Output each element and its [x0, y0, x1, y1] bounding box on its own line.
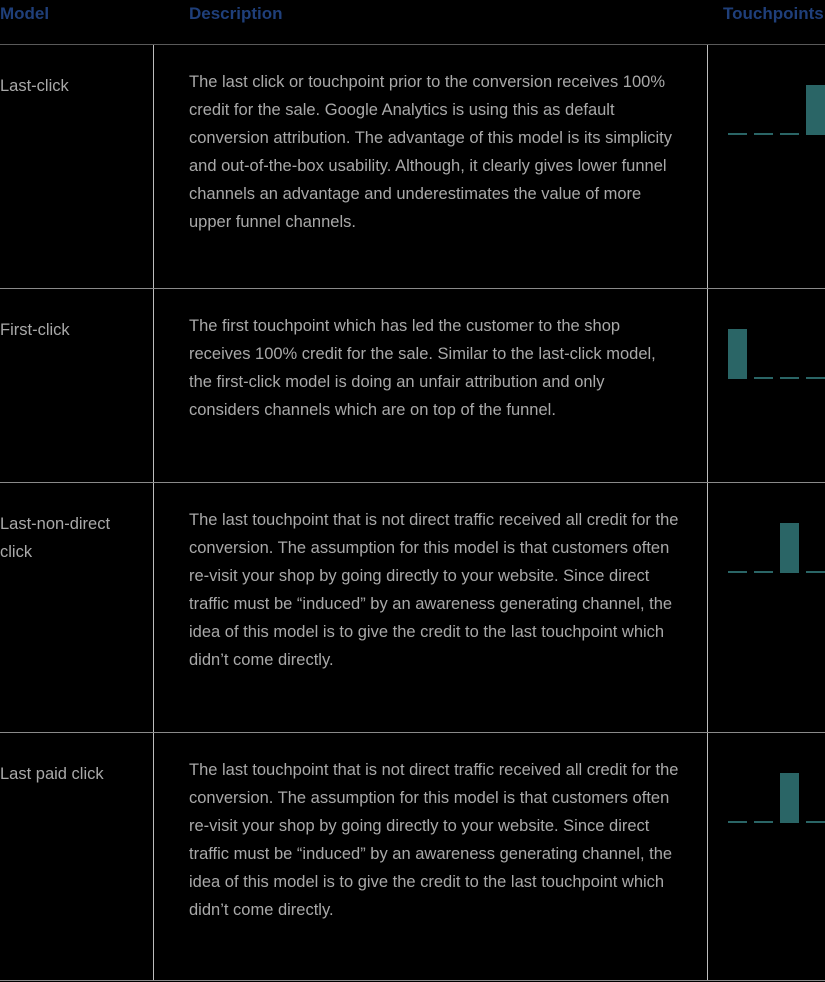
model-name: Last-non-direct click: [0, 515, 111, 561]
touchpoint-bar-fill: [728, 329, 747, 379]
column-divider: [707, 733, 708, 980]
model-name: Last-click: [0, 77, 69, 95]
touchpoint-bar-fill: [780, 523, 799, 573]
touchpoint-bar: [806, 329, 825, 379]
touchpoint-bar-baseline: [780, 133, 799, 135]
touchpoint-bar: [806, 773, 825, 823]
touchpoint-bar: [728, 523, 747, 573]
touchpoint-bar: [754, 523, 773, 573]
touchpoint-bar-baseline: [806, 377, 825, 379]
touchpoint-bar: [728, 773, 747, 823]
column-divider: [707, 483, 708, 732]
touchpoint-bar-baseline: [728, 821, 747, 823]
column-divider: [707, 289, 708, 482]
touchpoint-bar-baseline: [754, 571, 773, 573]
touchpoint-bar-baseline: [728, 571, 747, 573]
touchpoint-bar-fill: [806, 85, 825, 135]
touchpoint-chart: [728, 329, 825, 379]
model-description: The last touchpoint that is not direct traffic received all credit for the conversion. The assumption for this model is that customers often re-visit your shop by going directly to your website. Since direct traffic must be “induced” by an awareness generating channel, the idea of this model is to give the credit to the last touchpoint which didn’t come directly.: [189, 761, 679, 919]
touchpoint-bar: [754, 329, 773, 379]
table-row: [0, 733, 825, 981]
touchpoint-bar: [780, 85, 799, 135]
touchpoint-bar-baseline: [806, 821, 825, 823]
touchpoint-bar-baseline: [754, 133, 773, 135]
header-touchpoints: Touchpoints: [723, 4, 824, 23]
touchpoint-bar-fill: [780, 773, 799, 823]
touchpoint-bar: [754, 773, 773, 823]
touchpoint-bar-baseline: [780, 377, 799, 379]
table-row: [0, 483, 825, 733]
touchpoint-chart: [728, 773, 825, 823]
column-divider: [153, 733, 154, 980]
touchpoint-bar: [806, 523, 825, 573]
model-name: First-click: [0, 321, 70, 339]
touchpoint-bar-baseline: [806, 571, 825, 573]
touchpoint-bar-baseline: [754, 377, 773, 379]
touchpoint-bar-baseline: [728, 133, 747, 135]
touchpoint-bar: [780, 773, 799, 823]
touchpoint-bar: [780, 329, 799, 379]
touchpoint-bar: [728, 329, 747, 379]
table-row: [0, 45, 825, 289]
touchpoint-chart: [728, 85, 825, 135]
column-divider: [153, 289, 154, 482]
touchpoint-bar: [780, 523, 799, 573]
header-model: Model: [0, 4, 50, 23]
touchpoint-chart: [728, 523, 825, 573]
column-divider: [707, 45, 708, 288]
header-description: Description: [189, 4, 283, 23]
touchpoint-bar: [806, 85, 825, 135]
touchpoint-bar-baseline: [754, 821, 773, 823]
model-description: The first touchpoint which has led the customer to the shop receives 100% credit for the sale. Similar to the last-click model, the first-click model is doing an unfair attribution and only considers channels which are on top of the funnel.: [189, 317, 656, 419]
table-header: [0, 0, 825, 45]
model-description: The last touchpoint that is not direct traffic received all credit for the conversion. The assumption for this model is that customers often re-visit your shop by going directly to your website. Since direct traffic must be “induced” by an awareness generating channel, the idea of this model is to give the credit to the last touchpoint which didn’t come directly.: [189, 511, 679, 669]
column-divider: [153, 45, 154, 288]
column-divider: [153, 483, 154, 732]
model-description: The last click or touchpoint prior to the conversion receives 100% credit for the sale. Google Analytics is using this as default conversion attribution. The advantage of this model is its simplicity and out-of-the-box usability. Although, it clearly gives lower funnel channels an advantage and underestimates the value of more upper funnel channels.: [189, 73, 673, 231]
model-name: Last paid click: [0, 765, 104, 783]
table-row: [0, 289, 825, 483]
touchpoint-bar: [754, 85, 773, 135]
touchpoint-bar: [728, 85, 747, 135]
